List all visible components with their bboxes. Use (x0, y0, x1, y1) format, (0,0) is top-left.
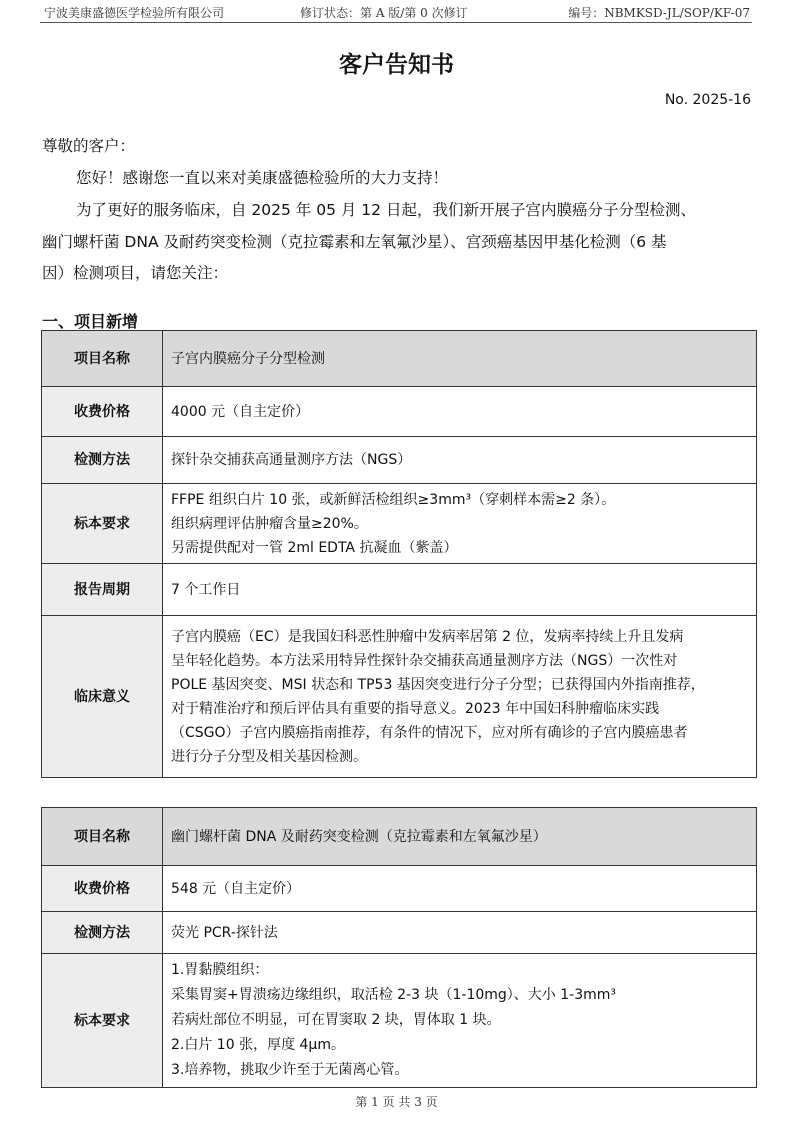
document-title: 客户告知书 (339, 52, 454, 78)
sample-line: 若病灶部位不明显，可在胃窦取 2 块，胃体取 1 块。 (171, 1012, 501, 1028)
section-heading: 一、项目新增 (42, 312, 139, 331)
price-label: 收费价格 (42, 387, 163, 437)
sample-line: 另需提供配对一管 2ml EDTA 抗凝血（紫盖） (171, 539, 458, 556)
clinical-line: 对于精准治疗和预后评估具有重要的指导意义。2023 年中国妇科肿瘤临床实践 (171, 700, 660, 717)
clinical-line: （CSGO）子宫内膜癌指南推荐，有条件的情况下，应对所有确诊的子宫内膜癌患者 (171, 724, 688, 741)
method-value: 探针杂交捕获高通量测序方法（NGS） (163, 437, 757, 484)
clinical-value (163, 616, 757, 778)
sample-line: 2.白片 10 张，厚度 4μm。 (171, 1037, 345, 1053)
sample-line: 采集胃窦+胃溃疡边缘组织，取活检 2-3 块（1-10mg）、大小 1-3mm³ (171, 987, 616, 1003)
sample-label: 标本要求 (42, 484, 163, 564)
sample-line: 组织病理评估肿瘤含量≥20%。 (171, 515, 368, 532)
period-label: 报告周期 (42, 564, 163, 616)
sample-line: 1.胃黏膜组织： (171, 962, 269, 978)
sample-line: FFPE 组织白片 10 张，或新鲜活检组织≥3mm³（穿刺样本需≥2 条）。 (171, 491, 616, 508)
greeting: 尊敬的客户： (42, 137, 136, 155)
announcement-line: 因）检测项目，请您关注： (42, 264, 229, 282)
method-label: 检测方法 (42, 437, 163, 484)
name-label: 项目名称 (42, 331, 163, 387)
intro-announcement (42, 198, 756, 285)
announcement-line: 为了更好的服务临床，自 2025 年 05 月 12 日起，我们新开展子宫内膜癌分子分型检测、 (76, 201, 696, 219)
intro-thanks: 您好！感谢您一直以来对美康盛德检验所的大力支持！ (76, 169, 449, 187)
header-code: 编号：NBMKSD-JL/SOP/KF-07 (568, 6, 750, 20)
sample-label: 标本要求 (42, 954, 163, 1088)
page-header (40, 0, 752, 23)
name-value: 幽门螺杆菌 DNA 及耐药突变检测（克拉霉素和左氧氟沙星） (163, 808, 757, 866)
price-label: 收费价格 (42, 866, 163, 912)
clinical-line: 呈年轻化趋势。本方法采用特异性探针杂交捕获高通量测序方法（NGS）一次性对 (171, 652, 678, 669)
header-revision: 修订状态：第 A 版/第 0 次修订 (300, 6, 468, 20)
clinical-line: 子宫内膜癌（EC）是我国妇科恶性肿瘤中发病率居第 2 位，发病率持续上升且发病 (171, 628, 684, 645)
method-value: 荧光 PCR-探针法 (163, 912, 757, 954)
name-value: 子宫内膜癌分子分型检测 (163, 331, 757, 387)
sample-value (163, 484, 757, 564)
project-table-hpylori (41, 807, 757, 1088)
announcement-line: 幽门螺杆菌 DNA 及耐药突变检测（克拉霉素和左氧氟沙星）、宫颈癌基因甲基化检测（6 基 (42, 233, 667, 251)
name-label: 项目名称 (42, 808, 163, 866)
document-number: No. 2025-16 (664, 92, 751, 108)
sample-value (163, 954, 757, 1088)
price-value: 4000 元（自主定价） (163, 387, 757, 437)
project-table-endometrial (41, 330, 757, 778)
period-value: 7 个工作日 (163, 564, 757, 616)
page-footer: 第 1 页 共 3 页 (355, 1095, 438, 1109)
method-label: 检测方法 (42, 912, 163, 954)
clinical-label: 临床意义 (42, 616, 163, 778)
sample-line: 3.培养物，挑取少许至于无菌离心管。 (171, 1062, 409, 1078)
clinical-line: POLE 基因突变、MSI 状态和 TP53 基因突变进行分子分型；已获得国内外指南推荐， (171, 676, 705, 693)
clinical-line: 进行分子分型及相关基因检测。 (171, 748, 367, 765)
header-org: 宁波美康盛德医学检验所有限公司 (44, 6, 225, 20)
price-value: 548 元（自主定价） (163, 866, 757, 912)
